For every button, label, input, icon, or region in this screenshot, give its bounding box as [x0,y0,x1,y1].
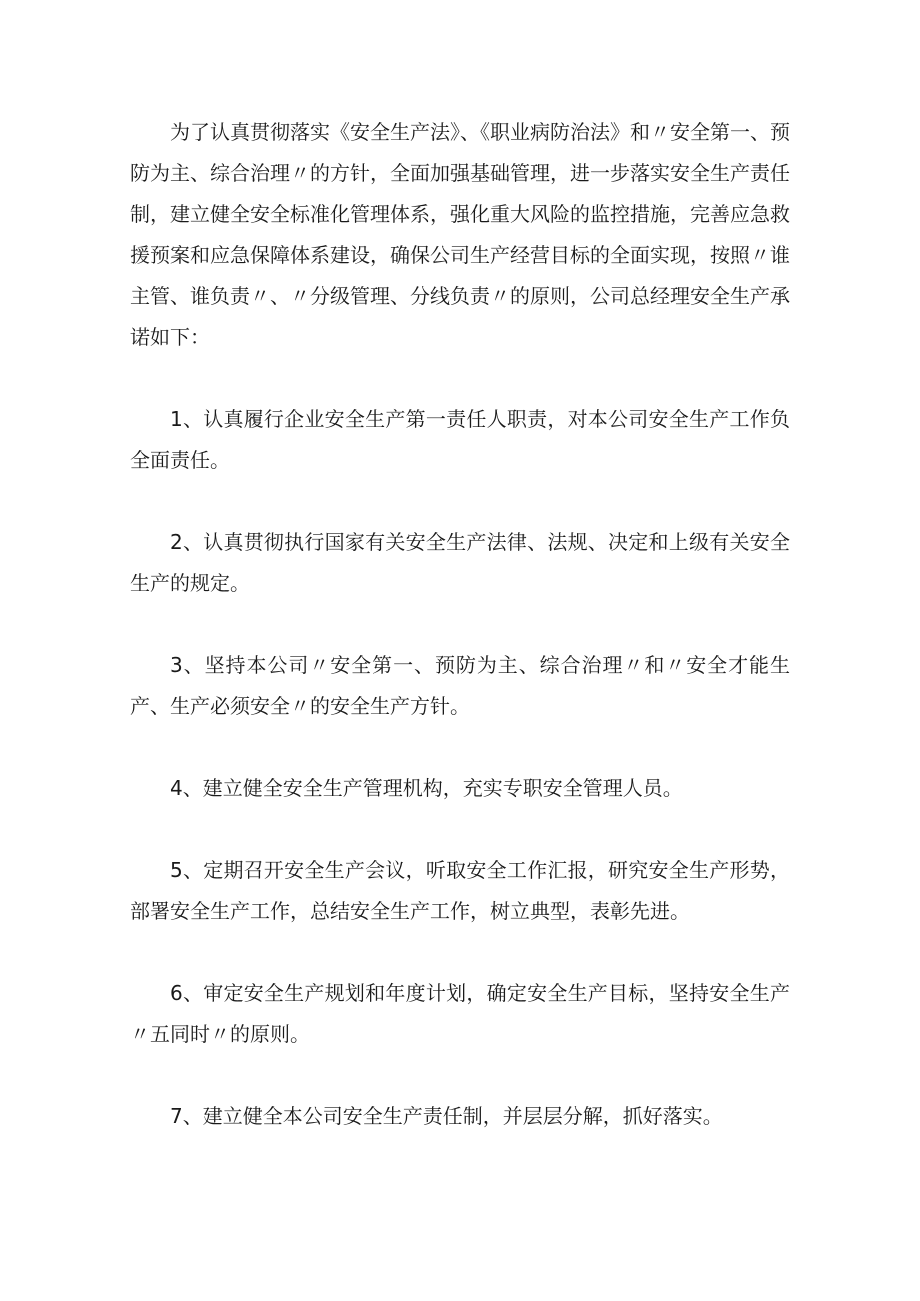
commitment-item-2: 2、认真贯彻执行国家有关安全生产法律、法规、决定和上级有关安全生产的规定。 [130,530,790,595]
commitment-item-5: 5、定期召开安全生产会议，听取安全工作汇报，研究安全生产形势，部署安全生产工作，总结安全生产工作，树立典型，表彰先进。 [130,858,790,923]
document-body [130,112,790,1137]
commitment-item-7: 7、建立健全本公司安全生产责任制，并层层分解，抓好落实。 [170,1104,723,1128]
commitment-item-3: 3、坚持本公司〃安全第一、预防为主、综合治理〃和〃安全才能生产、生产必须安全〃的安全生产方针。 [130,653,790,718]
commitment-item-1: 1、认真履行企业安全生产第一责任人职责，对本公司安全生产工作负全面责任。 [130,407,790,472]
intro-paragraph: 为了认真贯彻落实《安全生产法》、《职业病防治法》和〃安全第一、预防为主、综合治理〃的方针，全面加强基础管理，进一步落实安全生产责任制，建立健全安全标准化管理体系，强化重大风险的监控措施，完善应急救援预案和应急保障体系建设，确保公司生产经营目标的全面实现，按照〃谁主管、谁负责〃、〃分级管理、分线负责〃的原则，公司总经理安全生产承诺如下： [130,120,790,349]
commitment-item-4: 4、建立健全安全生产管理机构，充实专职安全管理人员。 [170,776,683,800]
commitment-item-6: 6、审定安全生产规划和年度计划，确定安全生产目标，坚持安全生产〃五同时〃的原则。 [130,981,790,1046]
